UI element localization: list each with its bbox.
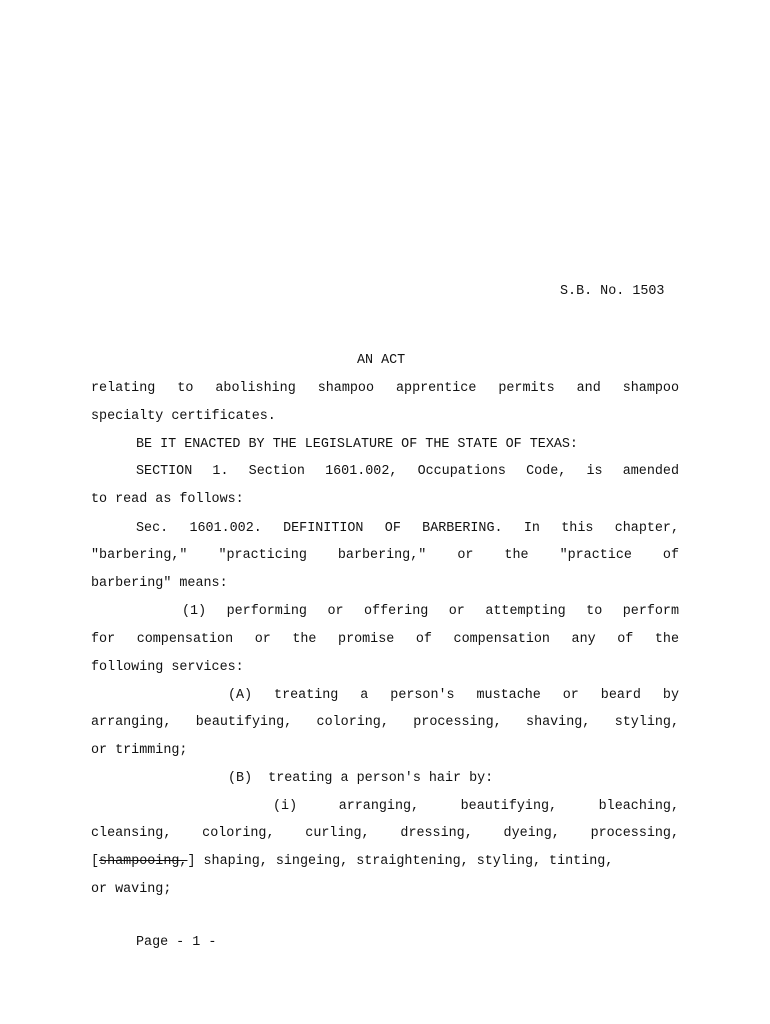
item-1bi-line-4: or waving; <box>91 882 172 897</box>
struck-deletion-text: shampooing, <box>99 854 188 869</box>
page-footer-label: Page - 1 - <box>136 935 217 950</box>
item-1bi-line-3-rest: ] shaping, singeing, straightening, styling, tinting, <box>187 854 614 869</box>
enacting-clause: BE IT ENACTED BY THE LEGISLATURE OF THE STATE OF TEXAS: <box>136 437 578 452</box>
item-1-line-3: following services: <box>91 660 244 675</box>
caption-line-1: relating to abolishing shampoo apprentice permits and shampoo <box>91 381 679 396</box>
item-1b-line-1: (B) treating a person's hair by: <box>228 771 494 786</box>
deletion-open-bracket: [ <box>91 854 100 869</box>
item-1bi-line-3 <box>91 854 613 870</box>
item-1a-line-2: arranging, beautifying, coloring, processing, shaving, styling, <box>91 715 679 730</box>
definition-line-3: barbering" means: <box>91 576 228 591</box>
item-1a-line-1: (A) treating a person's mustache or beard by <box>228 688 679 703</box>
item-1bi-line-1: (i) arranging, beautifying, bleaching, <box>273 799 679 814</box>
section-1-line-2: to read as follows: <box>91 492 244 507</box>
act-heading: AN ACT <box>357 353 406 368</box>
definition-line-2: "barbering," "practicing barbering," or the "practice of <box>91 548 679 563</box>
definition-line-1: Sec. 1601.002. DEFINITION OF BARBERING. In this chapter, <box>136 521 679 536</box>
item-1bi-line-2: cleansing, coloring, curling, dressing, dyeing, processing, <box>91 826 679 841</box>
item-1-line-1: (1) performing or offering or attempting to perform <box>182 604 679 619</box>
item-1a-line-3: or trimming; <box>91 743 188 758</box>
section-1-line-1: SECTION 1. Section 1601.002, Occupations Code, is amended <box>136 464 679 479</box>
item-1-line-2: for compensation or the promise of compensation any of the <box>91 632 679 647</box>
caption-line-2: specialty certificates. <box>91 409 276 424</box>
bill-number: S.B. No. 1503 <box>560 284 665 299</box>
